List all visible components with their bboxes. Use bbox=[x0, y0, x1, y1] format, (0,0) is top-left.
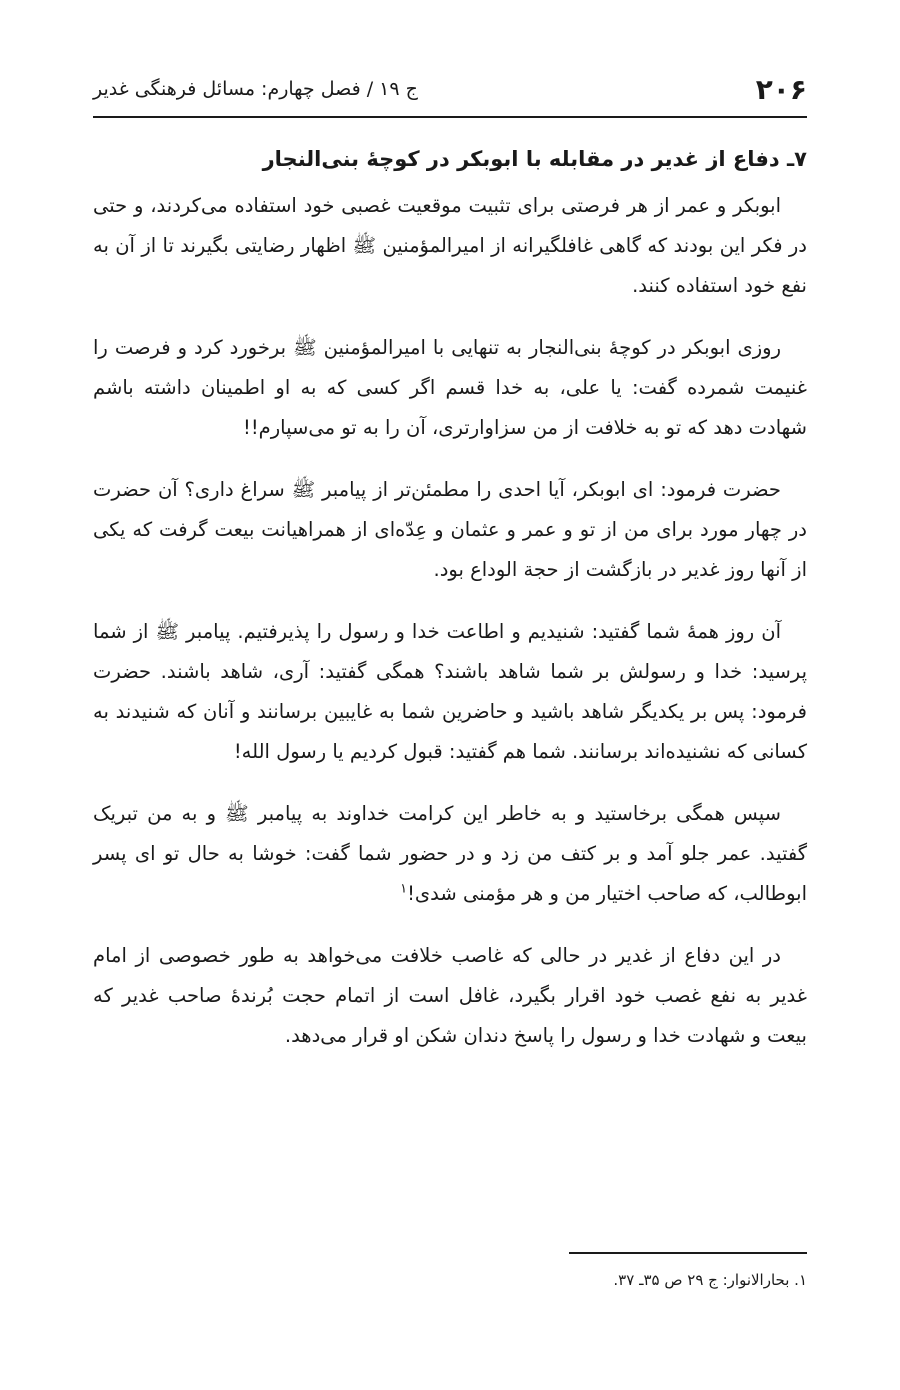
paragraph-5-text: سپس همگی برخاستید و به خاطر این کرامت خداوند به پیامبر ﷺ و به من تبریک گفتید. عمر جلو آمد و بر کتف من زد و در حضور شما گفت: خوشا به حال تو ای پسر ابوطالب، که صاحب اختیار من و هر مؤمنی شدی! bbox=[93, 802, 807, 905]
footnote-divider bbox=[569, 1252, 807, 1254]
paragraph-4: آن روز همهٔ شما گفتید: شنیدیم و اطاعت خدا و رسول را پذیرفتیم. پیامبر ﷺ از شما پرسید: خدا و رسولش بر شما شاهد باشند؟ همگی گفتید: آری، شاهد باشند. حضرت فرمود: پس بر یکدیگر شاهد باشید و حاضرین شما به غایبین برسانند و آنان که شنیدند به کسانی که نشنیده‌اند برسانند. شما هم گفتید: قبول کردیم یا رسول الله! bbox=[93, 620, 807, 763]
page-number: ۲۰۶ bbox=[755, 72, 807, 106]
paragraph-6: در این دفاع از غدیر در حالی که غاصب خلافت می‌خواهد به طور خصوصی از امام غدیر به نفع غصب خود اقرار بگیرد، غافل است از اتمام حجت بُرندهٔ صاحب غدیر که بیعت و شهادت خدا و رسول را پاسخ دندان شکن او قرار می‌دهد. bbox=[93, 944, 807, 1047]
paragraph-3: حضرت فرمود: ای ابوبکر، آیا احدی را مطمئن‌تر از پیامبر ﷺ سراغ داری؟ آن حضرت در چهار مورد برای من از تو و عمر و عثمان و عِدّه‌ای از همراهیانت بیعت گرفت که یکی از آنها روز غدیر در بازگشت از حجة الوداع بود. bbox=[93, 478, 807, 581]
running-title: ج ۱۹ / فصل چهارم: مسائل فرهنگی غدیر bbox=[93, 78, 418, 100]
paragraph-2: روزی ابوبکر در کوچهٔ بنی‌النجار به تنهایی با امیرالمؤمنین ﷺ برخورد کرد و فرصت را غنیمت شمرده گفت: یا علی، به خدا قسم اگر کسی که به او اطمینان داشته باشم شهادت دهد که تو به خلافت از من سزاوارتری، آن را به تو می‌سپارم!! bbox=[93, 336, 807, 439]
footnote-reference[interactable]: ۱ bbox=[400, 881, 408, 897]
page-header bbox=[93, 66, 807, 112]
paragraph-5 bbox=[93, 794, 807, 914]
page-body bbox=[93, 142, 807, 1078]
section-title: ۷ـ دفاع از غدیر در مقابله با ابوبکر در کوچهٔ بنی‌النجار bbox=[262, 147, 807, 171]
footnote: ۱. بحارالانوار: ج ۲۹ ص ۳۵ـ ۳۷. bbox=[613, 1271, 807, 1289]
header-divider bbox=[93, 116, 807, 118]
paragraph-1: ابوبکر و عمر از هر فرصتی برای تثبیت موقعیت غصبی خود استفاده می‌کردند، و حتی در فکر این بودند که گاهی غافلگیرانه از امیرالمؤمنین ﷺ اظهار رضایتی بگیرند تا از آن به نفع خود استفاده کنند. bbox=[93, 194, 807, 297]
